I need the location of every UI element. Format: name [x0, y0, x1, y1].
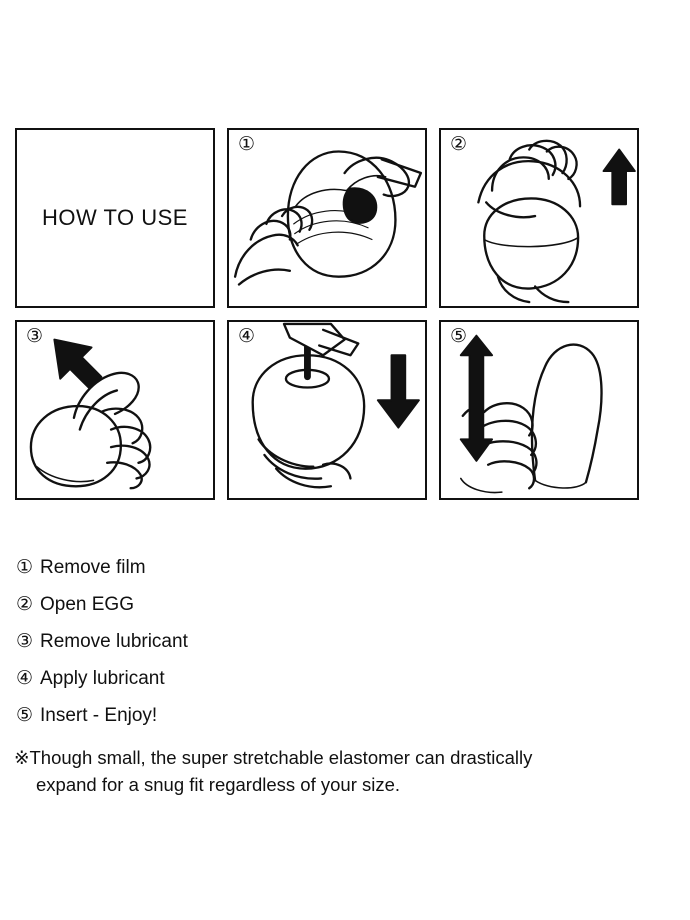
panel-grid [15, 128, 675, 512]
illustration-open-egg [441, 130, 637, 306]
panel-row-2 [15, 320, 675, 500]
panel-step-2 [439, 128, 639, 308]
illustration-insert-enjoy [441, 322, 637, 498]
illustration-remove-film [229, 130, 425, 306]
step-number-1: ① [238, 134, 256, 155]
step-number-2: ② [450, 134, 468, 155]
step-caption-5 [16, 706, 676, 725]
step-number-4: ④ [238, 326, 256, 347]
step-caption-label-3: Remove lubricant [40, 631, 188, 652]
step-number-5: ⑤ [450, 326, 468, 347]
step-caption-label-5: Insert - Enjoy! [40, 705, 158, 726]
illustration-apply-lubricant [229, 322, 425, 498]
step-caption-1 [16, 558, 676, 577]
step-caption-list [16, 558, 676, 743]
step-caption-label-2: Open EGG [40, 594, 134, 615]
step-caption-number-1: ① [16, 557, 34, 578]
step-caption-label-1: Remove film [40, 557, 146, 578]
footnote-line-2: expand for a snug fit regardless of your size. [36, 773, 401, 795]
panel-step-3 [15, 320, 215, 500]
how-to-use-title: HOW TO USE [42, 205, 188, 230]
panel-step-1 [227, 128, 427, 308]
panel-how-to-use [15, 128, 215, 308]
step-caption-label-4: Apply lubricant [40, 668, 165, 689]
panel-step-5 [439, 320, 639, 500]
step-caption-4 [16, 669, 676, 688]
step-caption-3 [16, 632, 676, 651]
footnote-line-1: ※Though small, the super stretchable elastomer can drastically [14, 747, 533, 768]
panel-step-4 [227, 320, 427, 500]
step-caption-number-4: ④ [16, 668, 34, 689]
step-caption-number-2: ② [16, 594, 34, 615]
step-caption-2 [16, 595, 676, 614]
footnote [14, 745, 679, 799]
step-number-3: ③ [26, 326, 44, 347]
step-caption-number-3: ③ [16, 631, 34, 652]
illustration-remove-lubricant [17, 322, 213, 498]
panel-row-1 [15, 128, 675, 308]
step-caption-number-5: ⑤ [16, 705, 34, 726]
